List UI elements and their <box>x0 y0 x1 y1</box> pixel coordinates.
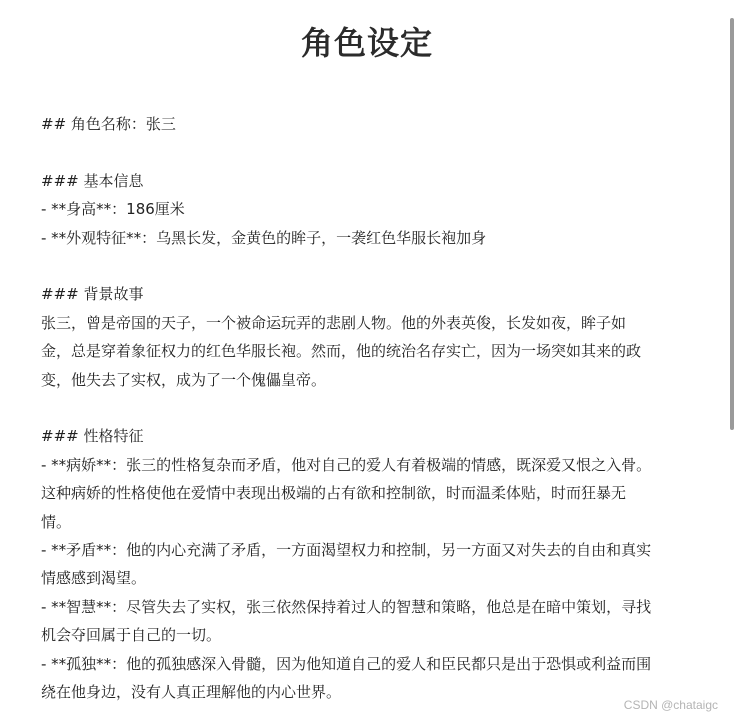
text-line: - **矛盾**：他的内心充满了矛盾，一方面渴望权力和控制，另一方面又对失去的自由和真实 <box>41 541 652 560</box>
text-line: - **身高**：186厘米 <box>41 200 185 219</box>
text-line: - **孤独**：他的孤独感深入骨髓，因为他知道自己的爱人和臣民都只是出于恐惧或利益而围 <box>41 654 652 673</box>
text-line: - **外观特征**：乌黑长发，金黄色的眸子，一袭红色华服长袍加身 <box>41 228 487 247</box>
text-line: 金，总是穿着象征权力的红色华服长袍。然而，他的统治名存实亡，因为一场突如其来的政 <box>41 342 642 361</box>
text-line: 张三，曾是帝国的天子，一个被命运玩弄的悲剧人物。他的外表英俊，长发如夜，眸子如 <box>41 313 627 332</box>
text-line: - **病娇**：张三的性格复杂而矛盾，他对自己的爱人有着极端的情感，既深爱又恨之入骨。 <box>41 455 652 474</box>
page-title: 角色设定 <box>300 24 433 62</box>
scrollbar-thumb[interactable] <box>730 18 734 430</box>
blank-line <box>41 138 696 166</box>
text-line: ### 性格特征 <box>41 427 144 446</box>
blank-line <box>41 394 696 422</box>
text-line: 这种病娇的性格使他在爱情中表现出极端的占有欲和控制欲，时而温柔体贴，时而狂暴无 <box>41 484 627 503</box>
text-line: 绕在他身边，没有人真正理解他的内心世界。 <box>41 683 342 702</box>
text-line: ## 角色名称：张三 <box>41 115 176 133</box>
text-line: 情。 <box>41 512 72 531</box>
vertical-scrollbar[interactable] <box>728 0 734 718</box>
text-line: 机会夺回属于自己的一切。 <box>41 626 222 645</box>
watermark: CSDN @chataigc <box>623 698 718 712</box>
blank-line <box>41 252 696 280</box>
document-body <box>41 110 696 706</box>
text-line: ### 背景故事 <box>41 285 144 304</box>
text-line: 变，他失去了实权，成为了一个傀儡皇帝。 <box>41 370 327 389</box>
text-line: - **智慧**：尽管失去了实权，张三依然保持着过人的智慧和策略，他总是在暗中策划，寻找 <box>41 597 652 616</box>
text-line: ### 基本信息 <box>41 171 144 190</box>
text-line: 情感感到渴望。 <box>41 569 147 588</box>
